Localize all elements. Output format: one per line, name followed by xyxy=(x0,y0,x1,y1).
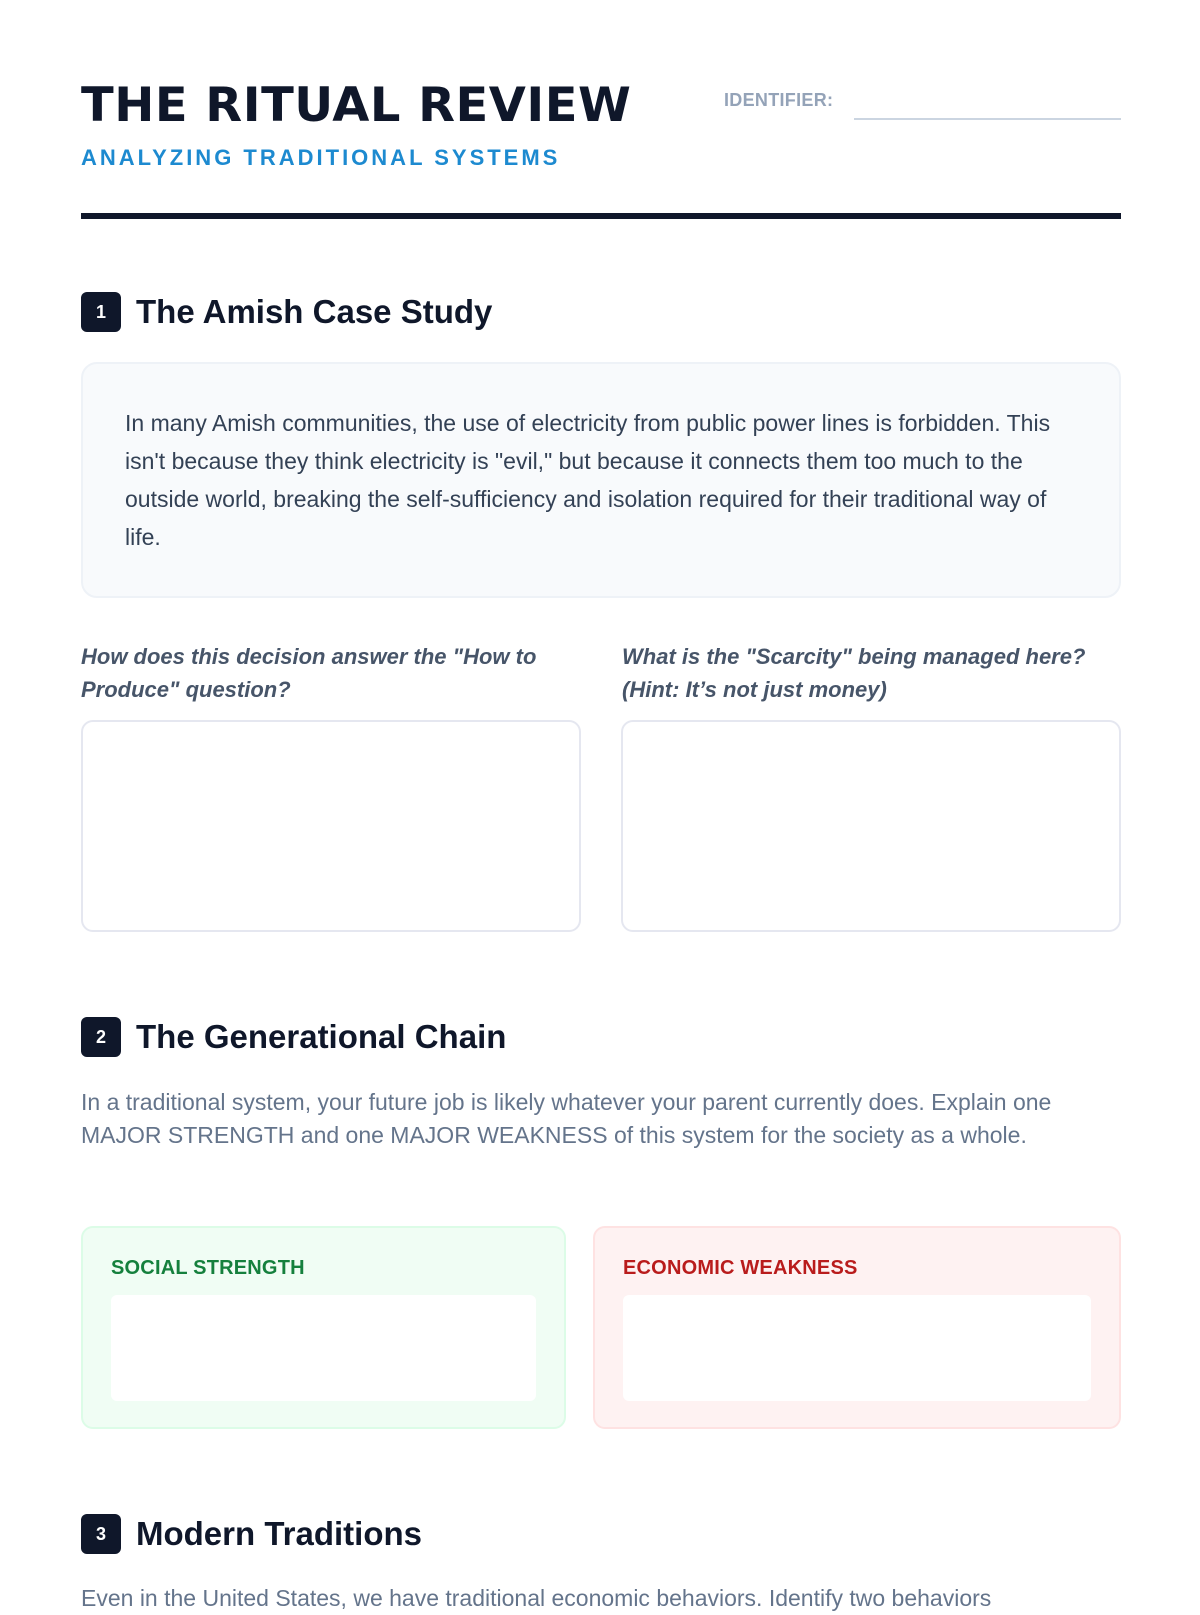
answer-how-to-produce[interactable] xyxy=(81,720,581,932)
section-title: Modern Traditions xyxy=(136,1515,423,1552)
answer-scarcity[interactable] xyxy=(621,720,1121,932)
question-how-to-produce: How does this decision answer the "How to Produce" question? xyxy=(81,644,537,702)
section-number-badge: 3 xyxy=(81,1514,121,1554)
economic-weakness-label: ECONOMIC WEAKNESS xyxy=(623,1257,858,1279)
generational-chain-prompt: In a traditional system, your future job is likely whatever your parent currently does. Explain one MAJOR STRENGTH and one MAJOR WEAKNESS of this system for the society as a whole. xyxy=(81,1089,1052,1148)
page-subtitle: ANALYZING TRADITIONAL SYSTEMS xyxy=(81,145,561,170)
worksheet-page xyxy=(81,0,1121,1611)
section-number-badge: 1 xyxy=(81,292,121,332)
section-2-heading xyxy=(81,1017,506,1057)
section-title: The Generational Chain xyxy=(136,1018,507,1055)
identifier-label: IDENTIFIER: xyxy=(724,90,834,110)
section-1-heading xyxy=(81,292,492,332)
section-title: The Amish Case Study xyxy=(136,293,493,330)
case-study-box: In many Amish communities, the use of electricity from public power lines is forbidden. This isn't because they think electricity is "evil," but because it connects them too much to the outside world, breaking the self-sufficiency and isolation required for their traditional way of life. xyxy=(81,362,1121,598)
section-3-heading xyxy=(81,1514,422,1554)
header-divider xyxy=(81,213,1121,219)
question-scarcity: What is the "Scarcity" being managed here? (Hint: It’s not just money) xyxy=(622,644,1086,702)
social-strength-label: SOCIAL STRENGTH xyxy=(111,1257,305,1279)
economic-weakness-card xyxy=(593,1226,1121,1429)
page-title: THE RITUAL REVIEW xyxy=(81,78,632,133)
social-strength-input[interactable] xyxy=(111,1295,536,1401)
modern-traditions-prompt: Even in the United States, we have traditional economic behaviors. Identify two behaviors xyxy=(81,1585,992,1611)
identifier-input[interactable] xyxy=(854,118,1121,120)
economic-weakness-input[interactable] xyxy=(623,1295,1091,1401)
section-number-badge: 2 xyxy=(81,1017,121,1057)
social-strength-card xyxy=(81,1226,566,1429)
